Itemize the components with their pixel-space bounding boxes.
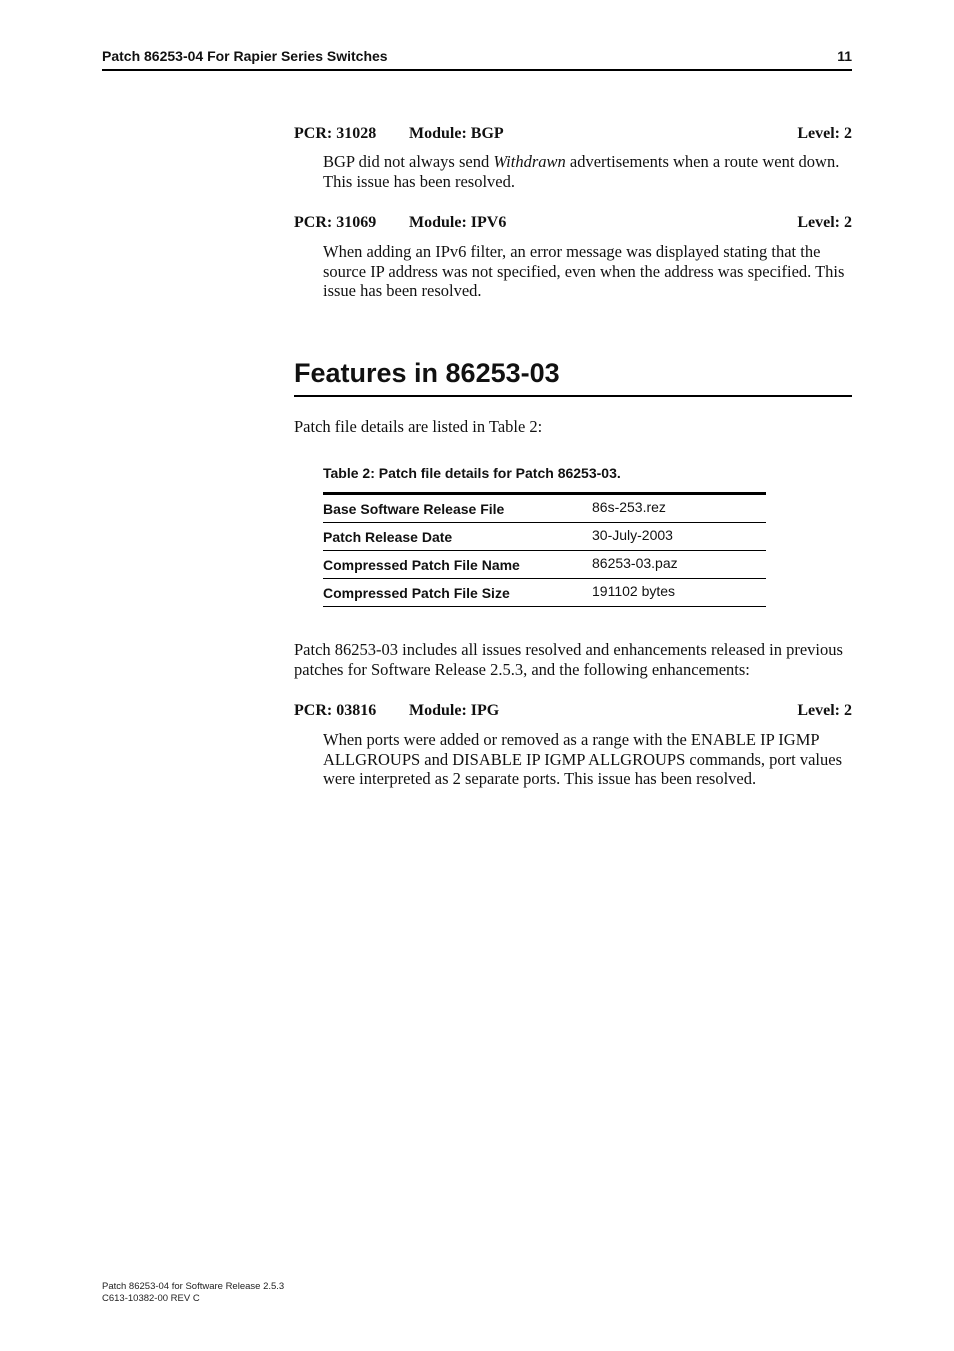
page-footer	[102, 1281, 284, 1305]
pcr-module: Module: IPV6	[409, 214, 507, 231]
pcr-description-31028	[323, 152, 855, 191]
pcr-module: Module: BGP	[409, 125, 504, 142]
pcr-heading-03816	[294, 702, 852, 722]
pcr-module: Module: IPG	[409, 702, 500, 719]
pcr-number: PCR: 31069	[294, 214, 377, 231]
pcr-description-31069: When adding an IPv6 filter, an error message was displayed stating that the source IP address was not specified, even when the address was specified. This issue has been resolved.	[323, 242, 845, 300]
section-intro: Patch file details are listed in Table 2:	[294, 417, 543, 436]
pcr-heading-31028	[294, 125, 852, 145]
row-value: 86s-253.rez	[592, 499, 666, 515]
row-label: Base Software Release File	[323, 501, 505, 517]
pcr-heading-31069	[294, 214, 852, 234]
section-heading	[294, 356, 852, 397]
description-text: BGP did not always send	[323, 152, 494, 171]
section-title: Features in 86253-03	[294, 358, 560, 388]
table-row	[323, 523, 766, 551]
section-summary: Patch 86253-03 includes all issues resolved and enhancements released in previous patches for Software Release 2.5.3, and the following enhancements:	[294, 640, 843, 679]
pcr-number: PCR: 31028	[294, 125, 377, 142]
pcr-description-03816: When ports were added or removed as a range with the ENABLE IP IGMP ALLGROUPS and DISABLE IP IGMP ALLGROUPS commands, port values were interpreted as 2 separate ports. This issue has been resolved.	[323, 730, 842, 788]
patch-details-table	[323, 492, 766, 607]
row-value: 191102 bytes	[592, 583, 676, 599]
page-number: 11	[837, 48, 852, 64]
pcr-level: Level: 2	[797, 125, 852, 142]
pcr-number: PCR: 03816	[294, 702, 377, 719]
table-caption: Table 2: Patch file details for Patch 86253-03.	[323, 465, 621, 481]
row-label: Compressed Patch File Name	[323, 557, 520, 573]
running-header	[102, 48, 852, 71]
pcr-level: Level: 2	[797, 702, 852, 719]
row-label: Patch Release Date	[323, 529, 453, 545]
row-value: 86253-03.paz	[592, 555, 678, 571]
table-row	[323, 551, 766, 579]
table-row	[323, 495, 766, 523]
header-title: Patch 86253-04 For Rapier Series Switches	[102, 48, 388, 64]
row-value: 30-July-2003	[592, 527, 673, 543]
description-text: advertisements when a route went down. This issue has been resolved.	[323, 152, 840, 191]
table-row	[323, 579, 766, 607]
pcr-level: Level: 2	[797, 214, 852, 231]
description-emphasis: Withdrawn	[493, 152, 566, 171]
footer-line: C613-10382-00 REV C	[102, 1293, 200, 1304]
row-label: Compressed Patch File Size	[323, 585, 510, 601]
footer-line: Patch 86253-04 for Software Release 2.5.3	[102, 1281, 285, 1292]
